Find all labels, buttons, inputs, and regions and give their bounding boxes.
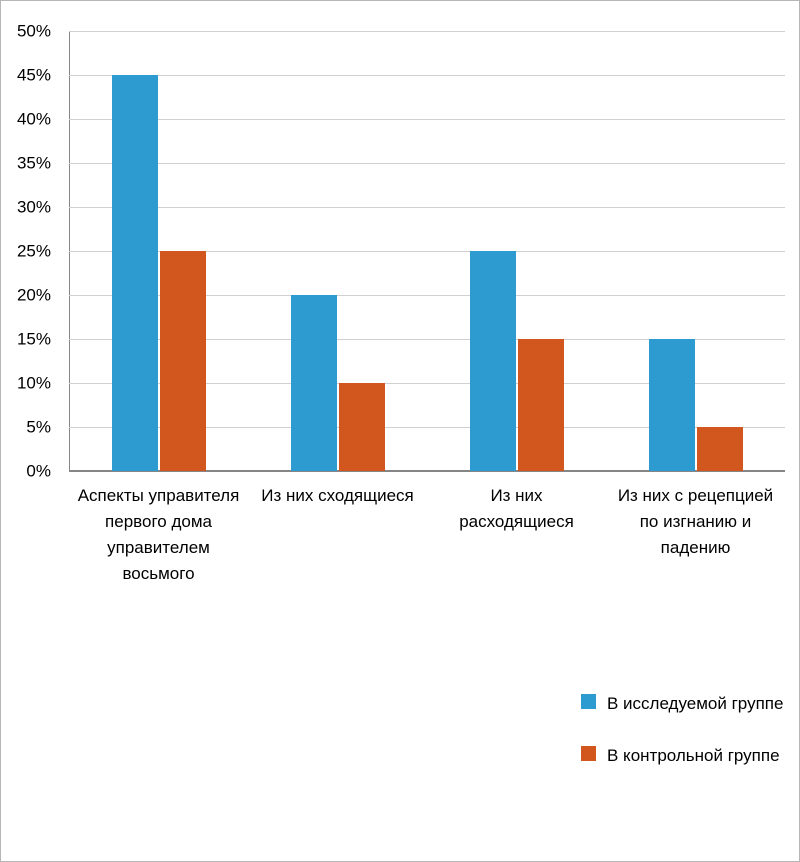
bar-series-1 [339, 383, 385, 471]
legend [581, 691, 791, 795]
bar-groups [69, 31, 785, 471]
bar-series-0 [470, 251, 516, 471]
bar-group [606, 31, 785, 471]
bar-series-1 [160, 251, 206, 471]
y-axis-tick-label: 20% [16, 285, 51, 305]
plot-area [69, 31, 785, 471]
y-axis-tick-label: 5% [26, 417, 51, 437]
legend-swatch-icon [581, 746, 596, 761]
bar-series-0 [291, 295, 337, 471]
y-axis-tick-label: 30% [16, 197, 51, 217]
y-axis-tick-label: 10% [16, 373, 51, 393]
y-axis-labels [1, 21, 61, 481]
x-axis-category-label: Из них расходящиеся [459, 486, 574, 531]
legend-swatch-icon [581, 694, 596, 709]
bar-series-1 [518, 339, 564, 471]
x-axis-category-label: Из них с рецепцией по изгнанию и падению [617, 486, 774, 557]
x-axis-category-label: Из них сходящиеся [261, 486, 414, 505]
x-axis-labels [69, 483, 785, 587]
y-axis-tick-label: 50% [16, 21, 51, 41]
bar-group [69, 31, 248, 471]
bar-series-1 [697, 427, 743, 471]
y-axis-tick-label: 45% [16, 65, 51, 85]
y-axis-tick-label: 40% [16, 109, 51, 129]
bar-group [427, 31, 606, 471]
bar-series-0 [112, 75, 158, 471]
x-axis-category-label: Аспекты управителя первого дома управителем восьмого [77, 486, 240, 583]
bar-series-0 [649, 339, 695, 471]
bar-group [248, 31, 427, 471]
legend-item [581, 691, 791, 717]
y-axis-tick-label: 25% [16, 241, 51, 261]
legend-item [581, 743, 791, 769]
legend-label: В исследуемой группе [607, 694, 784, 713]
y-axis-tick-label: 15% [16, 329, 51, 349]
gridline-baseline [69, 471, 785, 472]
legend-label: В контрольной группе [607, 746, 780, 765]
y-axis-tick-label: 0% [26, 461, 51, 481]
y-axis-tick-label: 35% [16, 153, 51, 173]
